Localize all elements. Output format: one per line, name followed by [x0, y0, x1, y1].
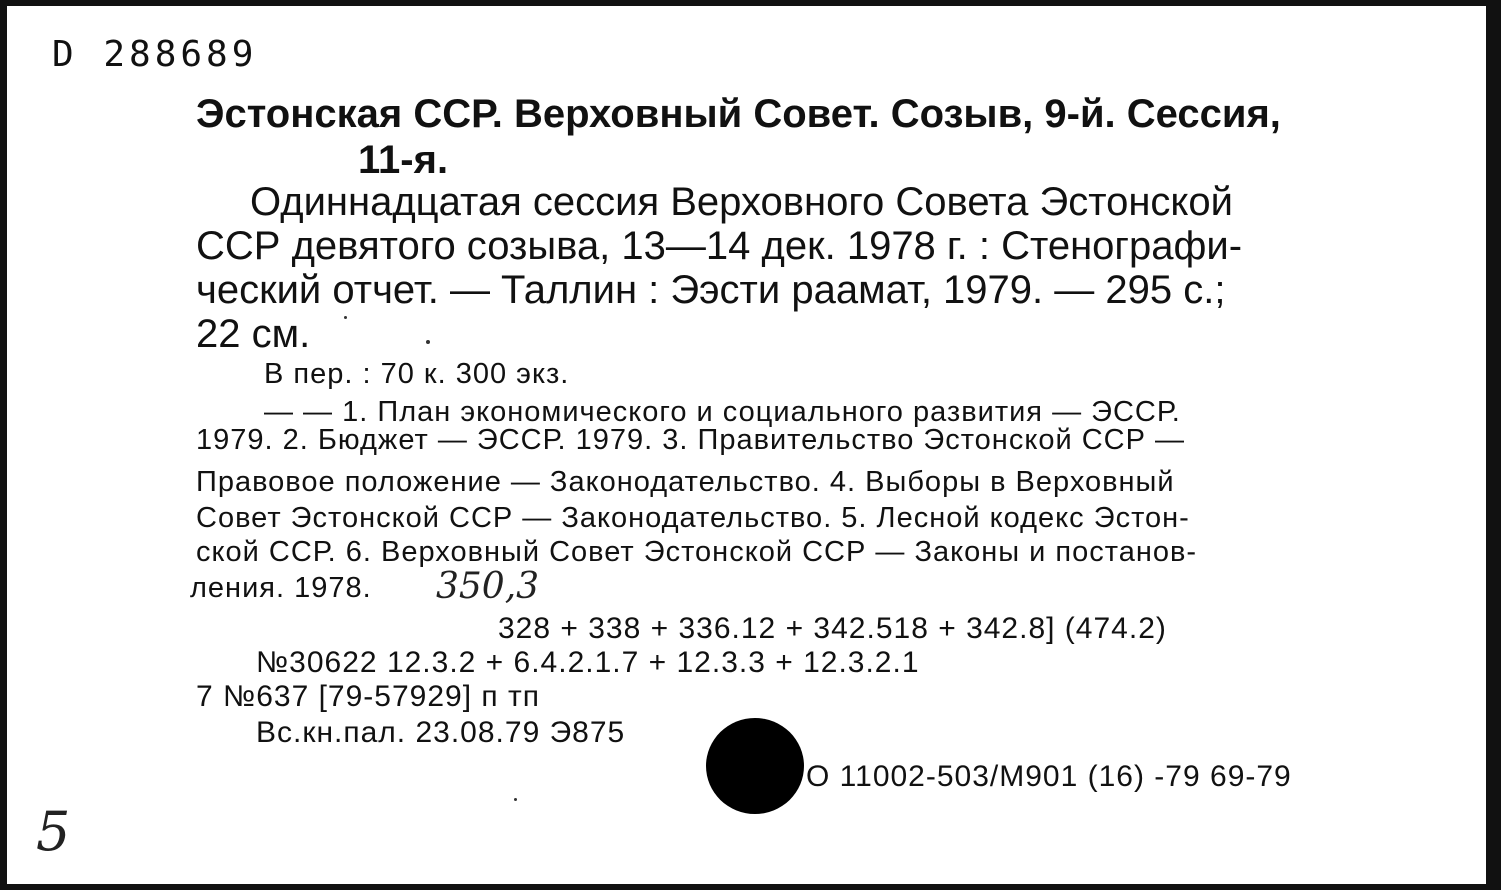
scan-border-top — [0, 0, 1501, 6]
subject-line-2: 1979. 2. Бюджет — ЭССР. 1979. 3. Правительство Эстонской ССР — — [196, 424, 1186, 456]
classification-line-1: 328 + 338 + 336.12 + 342.518 + 342.8] (474.2) — [498, 612, 1167, 645]
classification-line-5: О 11002-503/М901 (16) -79 69-79 — [806, 760, 1292, 793]
scan-border-right — [1486, 0, 1501, 890]
handwritten-mark: 5 — [36, 800, 71, 863]
subject-line-6: ления. 1978. — [190, 572, 372, 604]
scan-border-bottom — [0, 884, 1501, 890]
title-line-1: Одиннадцатая сессия Верховного Совета Эстонской — [250, 180, 1233, 224]
scan-speck — [344, 316, 347, 319]
scan-border-left — [0, 0, 7, 890]
price-line: В пер. : 70 к. 300 экз. — [264, 358, 570, 390]
handwritten-classification-code: 350,3 — [436, 566, 540, 607]
classification-line-2: №30622 12.3.2 + 6.4.2.1.7 + 12.3.3 + 12.3.2.1 — [256, 646, 920, 679]
scan-speck — [514, 798, 517, 801]
title-line-3: ческий отчет. — Таллин : Ээсти раамат, 1979. — 295 с.; — [196, 268, 1226, 312]
subject-line-5: ской ССР. 6. Верховный Совет Эстонской ССР — Законы и постанов- — [196, 536, 1198, 568]
card-id: D 288689 — [52, 34, 258, 75]
subject-line-1: — — 1. План экономического и социального развития — ЭССР. — [264, 396, 1181, 428]
title-line-4: 22 см. — [196, 312, 311, 356]
classification-line-3: 7 №637 [79-57929] п тп — [196, 680, 540, 713]
heading-line-1: Эстонская ССР. Верховный Совет. Созыв, 9-й. Сессия, — [196, 92, 1281, 136]
punch-hole — [706, 718, 804, 814]
classification-line-4: Вс.кн.пал. 23.08.79 Э875 — [256, 716, 626, 749]
title-line-2: ССР девятого созыва, 13—14 дек. 1978 г. : Стенографи- — [196, 224, 1243, 268]
subject-line-3: Правовое положение — Законодательство. 4. Выборы в Верховный — [196, 466, 1175, 498]
scan-speck — [426, 340, 430, 344]
heading-line-2: 11-я. — [358, 138, 449, 182]
subject-line-4: Совет Эстонской ССР — Законодательство. 5. Лесной кодекс Эстон- — [196, 502, 1190, 534]
